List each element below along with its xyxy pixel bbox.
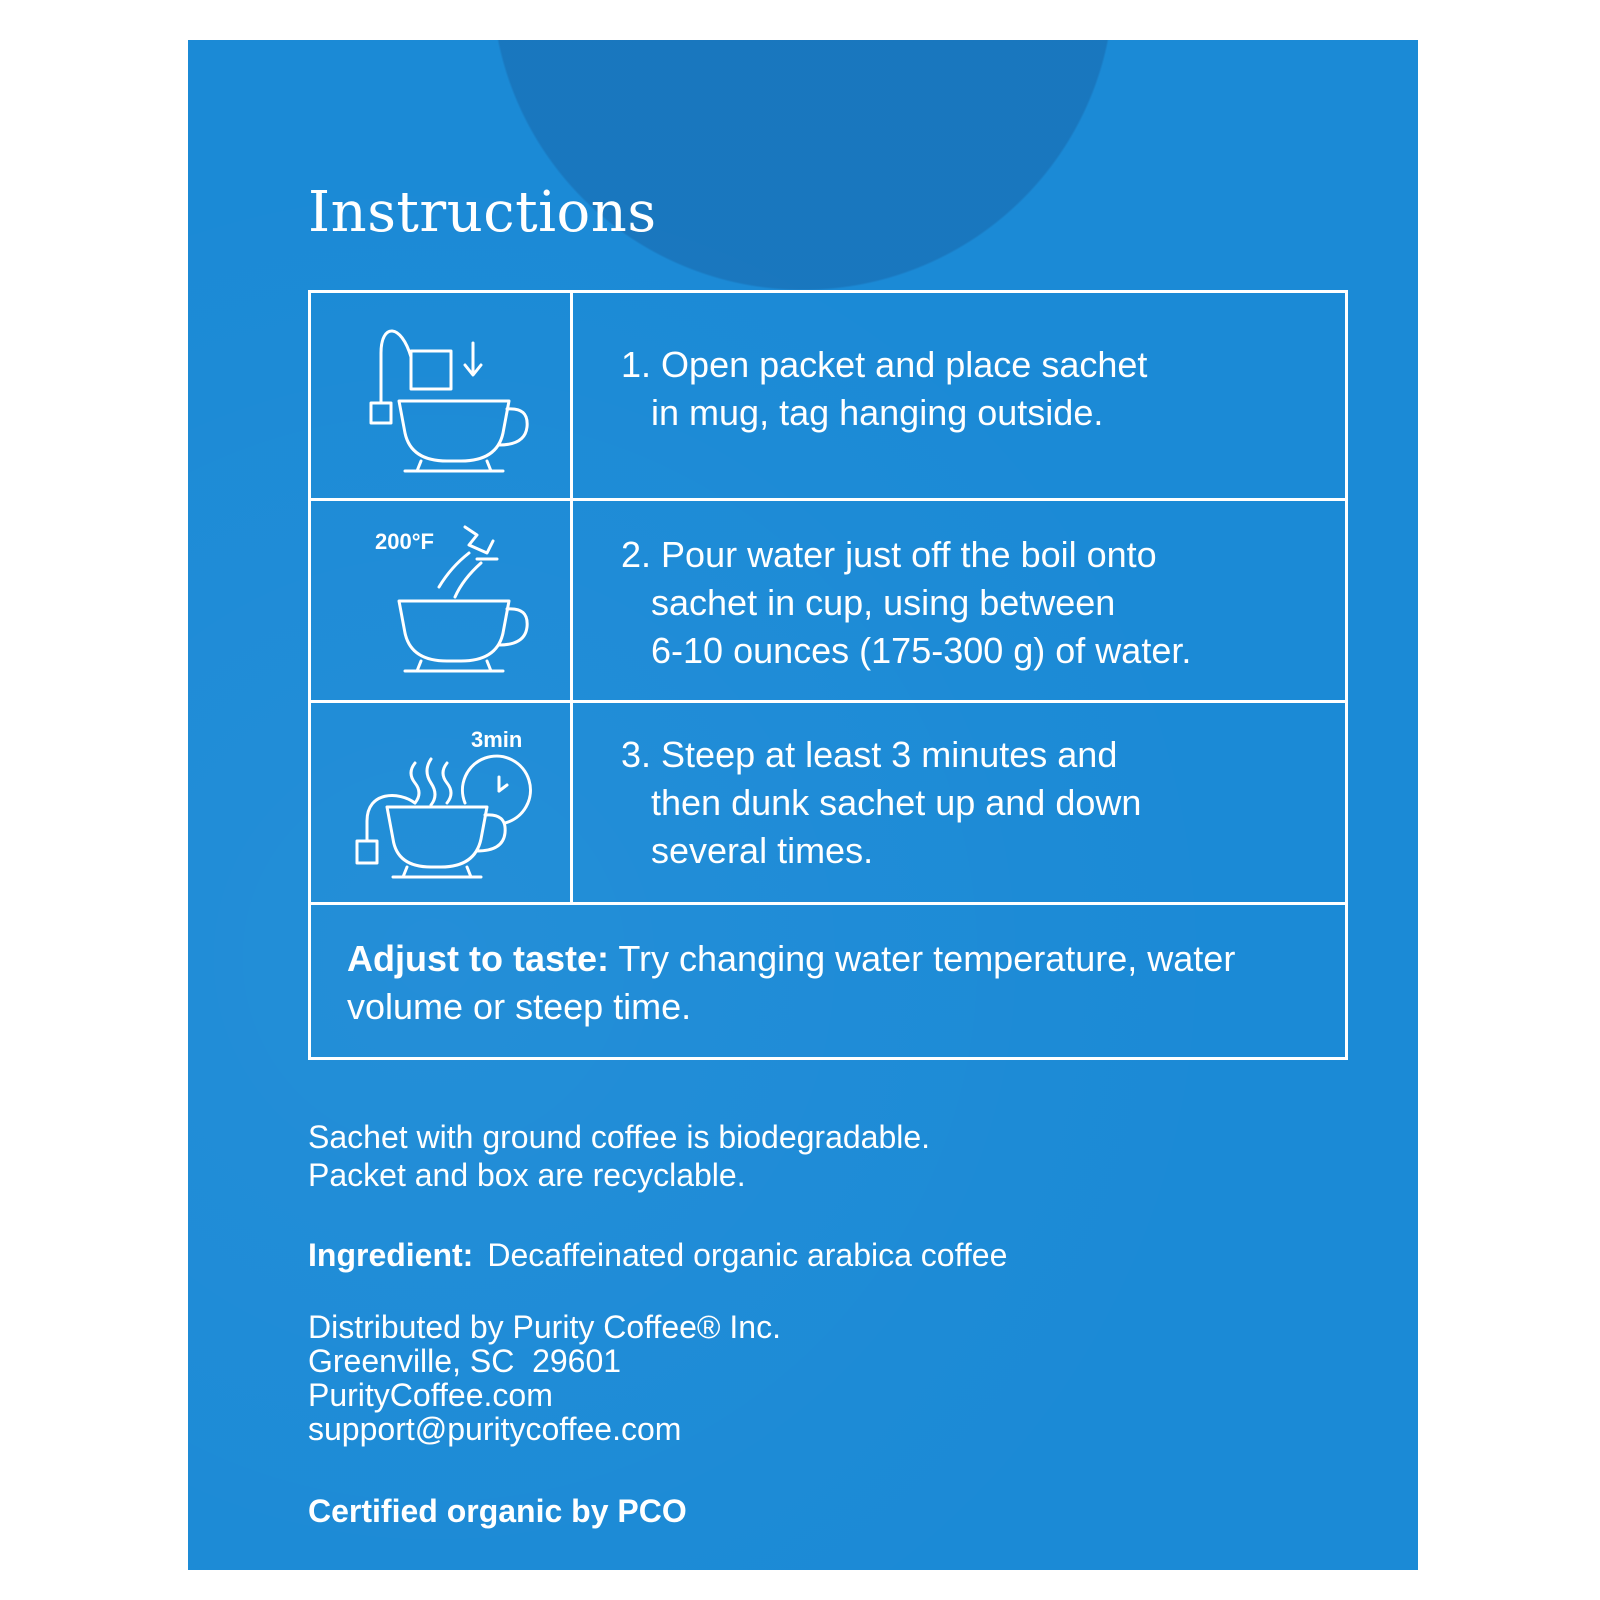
package-panel xyxy=(188,40,1418,1570)
certification-note: Certified organic by PCO xyxy=(308,1493,687,1529)
ingredient-line xyxy=(308,1236,1007,1274)
step-1-text: 1. Open packet and place sachet in mug, tag hanging outside. xyxy=(621,344,1148,433)
adjust-label: Adjust to taste: xyxy=(347,938,610,979)
recyclability-note: Sachet with ground coffee is biodegradable. Packet and box are recyclable. xyxy=(308,1119,931,1193)
step-row-2 xyxy=(311,501,1345,703)
distributor-info: Distributed by Purity Coffee® Inc. Greenville, SC 29601 PurityCoffee.com support@puritycoffee.com xyxy=(308,1309,781,1447)
step-3-icon-cell xyxy=(311,703,573,902)
time-label: 3min xyxy=(471,727,523,752)
step-1-icon-cell xyxy=(311,293,573,498)
step-row-3 xyxy=(311,703,1345,905)
instructions-table xyxy=(308,290,1348,1060)
step-row-1 xyxy=(311,293,1345,501)
instructions-title: Instructions xyxy=(308,180,657,245)
step-2-text: 2. Pour water just off the boil onto sachet in cup, using between 6-10 ounces (175-300 g) of water. xyxy=(621,534,1192,671)
pour-water-icon xyxy=(311,501,573,703)
ingredient-label: Ingredient: xyxy=(308,1237,474,1273)
adjust-row xyxy=(311,905,1345,1063)
step-3-text: 3. Steep at least 3 minutes and then dunk sachet up and down several times. xyxy=(621,734,1142,871)
sachet-in-mug-icon xyxy=(311,293,573,501)
step-2-icon-cell xyxy=(311,501,573,700)
adjust-to-taste-text xyxy=(347,935,1327,1031)
temperature-label: 200°F xyxy=(375,529,434,554)
ingredient-value: Decaffeinated organic arabica coffee xyxy=(487,1237,1008,1273)
steep-timer-icon xyxy=(311,703,573,905)
adjust-body: Try changing water temperature, water volume or steep time. xyxy=(347,938,1236,1027)
